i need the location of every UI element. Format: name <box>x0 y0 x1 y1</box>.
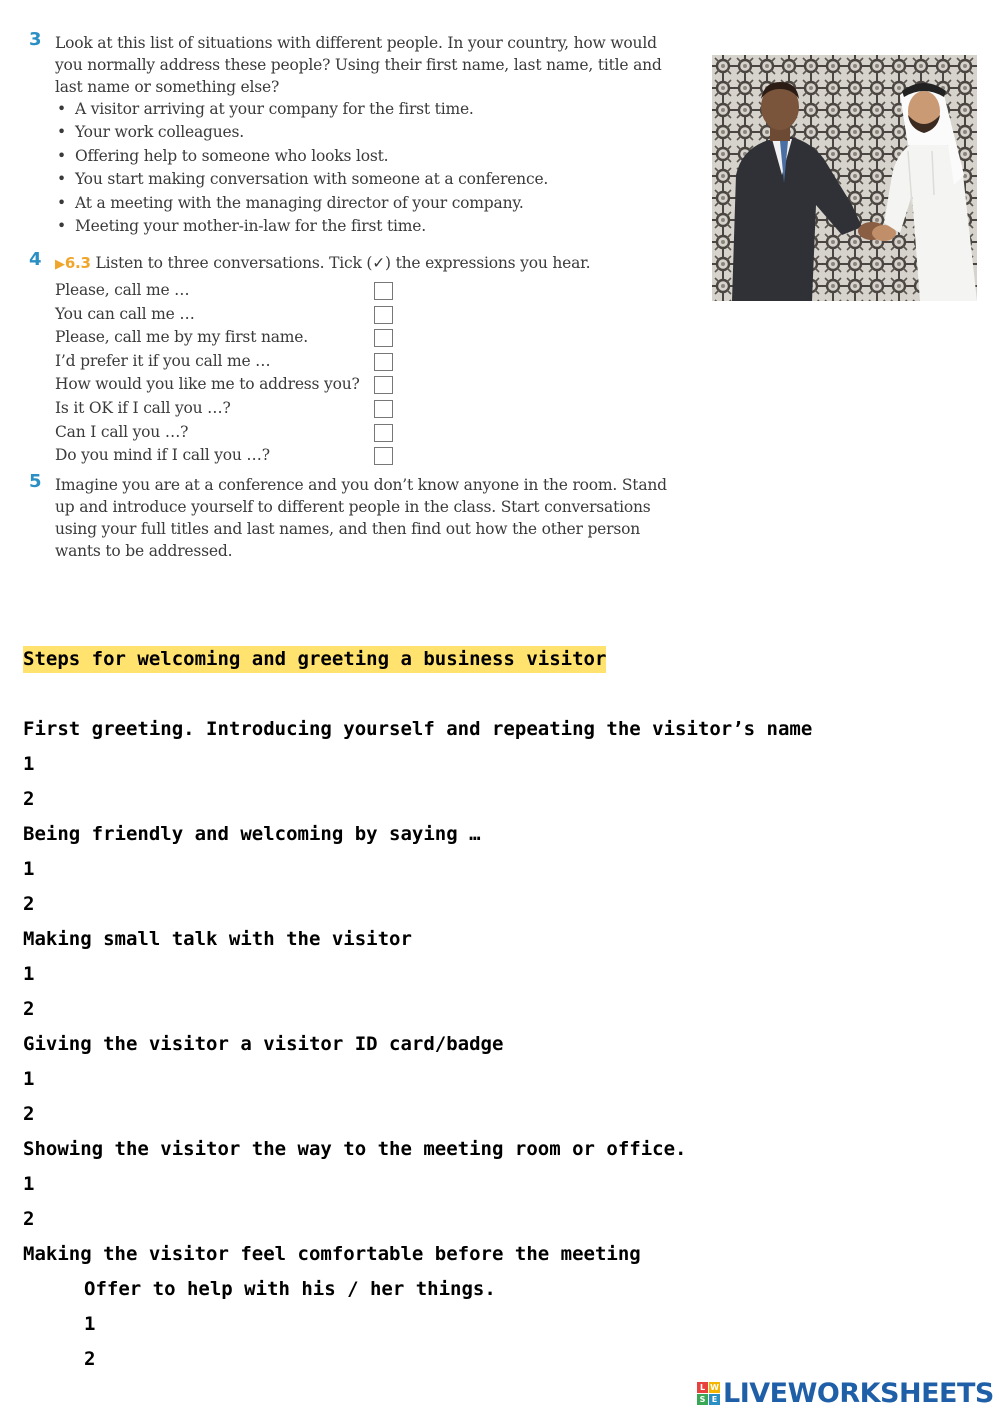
expression-row <box>55 397 685 421</box>
expression-row <box>55 350 685 374</box>
exercise-4 <box>29 249 685 468</box>
exercise-number: 4 <box>29 249 42 270</box>
answer-line-number: 2 <box>84 1348 96 1370</box>
answer-line-number: 2 <box>23 788 35 810</box>
tick-checkbox[interactable] <box>374 306 393 324</box>
expression-label: I’d prefer it if you call me … <box>55 351 271 370</box>
answer-line-number: 1 <box>23 963 35 985</box>
tick-checkbox[interactable] <box>374 353 393 371</box>
worksheet-title <box>23 648 606 670</box>
expression-label: Please, call me … <box>55 281 190 299</box>
play-icon: ▶ <box>55 257 65 272</box>
exercise-number: 5 <box>29 471 42 492</box>
expression-checklist <box>55 279 685 468</box>
expression-label: Can I call you …? <box>55 422 189 441</box>
tick-checkbox[interactable] <box>374 424 393 442</box>
liveworksheets-logo-icon <box>697 1382 720 1405</box>
tick-checkbox[interactable] <box>374 400 393 418</box>
situation-item: • You start making conversation with someone at a conference. <box>55 168 685 191</box>
step-heading: Making the visitor feel comfortable before the meeting <box>23 1243 641 1265</box>
answer-line-number: 2 <box>23 998 35 1020</box>
situation-item: • A visitor arriving at your company for the first time. <box>55 98 685 121</box>
logo-letter: W <box>710 1382 719 1392</box>
expression-row <box>55 444 685 468</box>
answer-line-number: 1 <box>84 1313 96 1335</box>
situation-item: • Meeting your mother-in-law for the first time. <box>55 215 685 238</box>
expression-label: Please, call me by my first name. <box>55 328 308 347</box>
answer-line-number: 2 <box>23 1103 35 1125</box>
sub-step-heading: Offer to help with his / her things. <box>84 1278 496 1300</box>
tick-checkbox[interactable] <box>374 282 393 300</box>
expression-label: Do you mind if I call you …? <box>55 446 270 465</box>
exercise-5 <box>29 471 685 562</box>
instruction-text: Listen to three conversations. Tick (✓) the expressions you hear. <box>95 254 591 272</box>
situation-list <box>55 98 685 238</box>
worksheet-title-text: Steps for welcoming and greeting a business visitor <box>23 646 606 673</box>
expression-row <box>55 326 685 350</box>
exercise-5-text: Imagine you are at a conference and you don’t know anyone in the room. Stand up and introduce yourself to different people in the class. Start conversations using your full titles and last names, and then find out how the other person wants to be addressed. <box>55 476 667 560</box>
exercise-3 <box>29 29 685 238</box>
expression-row <box>55 279 685 303</box>
answer-line-number: 2 <box>23 893 35 915</box>
expression-label: You can call me … <box>55 304 195 323</box>
step-heading: Making small talk with the visitor <box>23 928 412 950</box>
tick-checkbox[interactable] <box>374 329 393 347</box>
step-heading: Being friendly and welcoming by saying … <box>23 823 481 845</box>
step-heading: Giving the visitor a visitor ID card/badge <box>23 1033 504 1055</box>
logo-letter: S <box>697 1394 708 1405</box>
answer-line-number: 1 <box>23 1173 35 1195</box>
tick-checkbox[interactable] <box>374 447 393 465</box>
exercise-4-instruction <box>55 252 685 276</box>
brand-name: LIVEWORKSHEETS <box>723 1377 994 1409</box>
expression-label: How would you like me to address you? <box>55 375 360 394</box>
answer-line-number: 1 <box>23 753 35 775</box>
audio-track[interactable] <box>55 254 91 272</box>
logo-letter: E <box>709 1394 720 1405</box>
situation-item: • Your work colleagues. <box>55 121 685 144</box>
expression-row <box>55 421 685 445</box>
answer-line-number: 1 <box>23 1068 35 1090</box>
expression-label: Is it OK if I call you …? <box>55 398 231 417</box>
expression-row <box>55 303 685 327</box>
track-number: 6.3 <box>64 254 91 272</box>
exercise-3-prompt: Look at this list of situations with different people. In your country, how would you normally address these people? Using their first name, last name, title and last name or something else? <box>55 34 662 96</box>
logo-letter: L <box>697 1382 708 1393</box>
expression-row <box>55 373 685 397</box>
liveworksheets-logo <box>697 1376 994 1410</box>
tick-checkbox[interactable] <box>374 376 393 394</box>
answer-line-number: 2 <box>23 1208 35 1230</box>
step-heading: First greeting. Introducing yourself and repeating the visitor’s name <box>23 718 813 740</box>
situation-item: • At a meeting with the managing director of your company. <box>55 192 685 215</box>
handshake-photo <box>712 55 977 301</box>
step-heading: Showing the visitor the way to the meeting room or office. <box>23 1138 687 1160</box>
situation-item: • Offering help to someone who looks lost. <box>55 145 685 168</box>
exercise-number: 3 <box>29 29 42 50</box>
answer-line-number: 1 <box>23 858 35 880</box>
